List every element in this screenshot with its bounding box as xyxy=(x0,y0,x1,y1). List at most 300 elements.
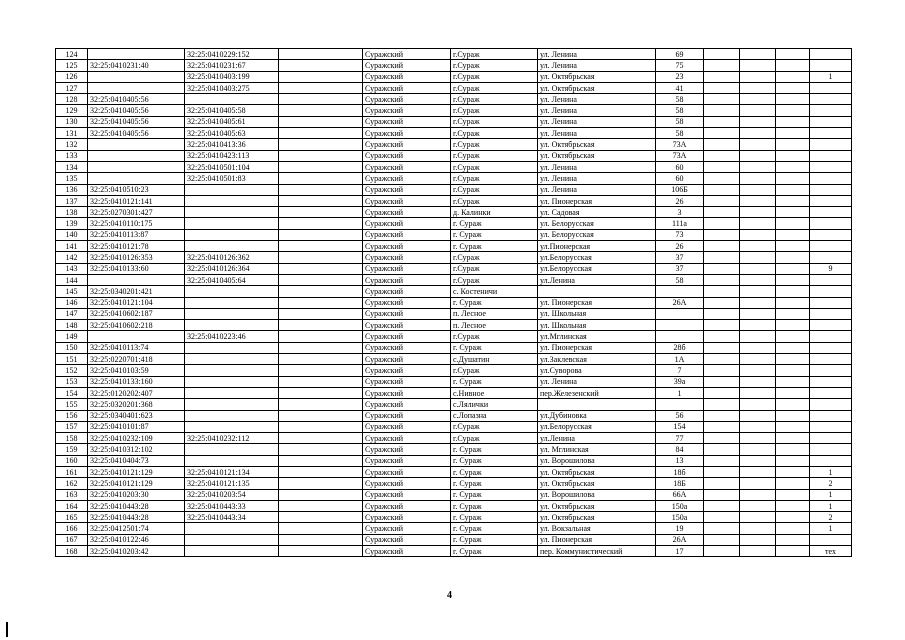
cell-c xyxy=(776,60,810,71)
cadastral-number-building xyxy=(185,297,279,308)
cell-a xyxy=(704,252,740,263)
table-row xyxy=(56,139,852,150)
house-number: 150а xyxy=(656,512,704,523)
house-number xyxy=(656,308,704,319)
cell-b xyxy=(740,263,776,274)
table-row xyxy=(56,410,852,421)
cell-count: 1 xyxy=(810,500,852,511)
cadastral-number-building xyxy=(185,376,279,387)
cell-empty xyxy=(279,387,363,398)
cell-a xyxy=(704,71,740,82)
cadastral-number-building: 32:25:0410405:64 xyxy=(185,274,279,285)
row-number: 135 xyxy=(56,173,88,184)
cadastral-number-building xyxy=(185,444,279,455)
street: ул.Белорусская xyxy=(538,421,656,432)
cell-a xyxy=(704,433,740,444)
cadastral-number-parcel: 32:25:0270301:427 xyxy=(88,207,185,218)
row-number: 134 xyxy=(56,161,88,172)
cadastral-number-parcel: 32:25:0412501:74 xyxy=(88,523,185,534)
district: Суражский xyxy=(363,489,451,500)
cell-empty xyxy=(279,308,363,319)
house-number: 1 xyxy=(656,387,704,398)
table-row xyxy=(56,387,852,398)
row-number: 156 xyxy=(56,410,88,421)
cadastral-number-parcel: 32:25:0410405:56 xyxy=(88,128,185,139)
cell-b xyxy=(740,387,776,398)
cell-empty xyxy=(279,455,363,466)
table-row xyxy=(56,263,852,274)
cadastral-number-parcel: 32:25:0410121:129 xyxy=(88,466,185,477)
cell-empty xyxy=(279,354,363,365)
cell-a xyxy=(704,116,740,127)
cell-empty xyxy=(279,139,363,150)
table-row xyxy=(56,308,852,319)
street: ул.Ленина xyxy=(538,433,656,444)
district: Суражский xyxy=(363,274,451,285)
cell-a xyxy=(704,478,740,489)
cell-c xyxy=(776,116,810,127)
district: Суражский xyxy=(363,60,451,71)
cell-empty xyxy=(279,207,363,218)
cell-c xyxy=(776,512,810,523)
cell-count xyxy=(810,342,852,353)
house-number: 18Б xyxy=(656,478,704,489)
house-number: 73А xyxy=(656,150,704,161)
cell-b xyxy=(740,161,776,172)
cell-count xyxy=(810,376,852,387)
table-row xyxy=(56,512,852,523)
house-number: 73А xyxy=(656,139,704,150)
cadastral-number-building: 32:25:0410413:36 xyxy=(185,139,279,150)
cell-count xyxy=(810,365,852,376)
table-row xyxy=(56,466,852,477)
cell-c xyxy=(776,150,810,161)
cadastral-number-parcel: 32:25:0410126:353 xyxy=(88,252,185,263)
cell-a xyxy=(704,331,740,342)
cell-c xyxy=(776,365,810,376)
house-number: 69 xyxy=(656,49,704,60)
street: ул. Белорусская xyxy=(538,229,656,240)
cell-count xyxy=(810,49,852,60)
cell-c xyxy=(776,478,810,489)
house-number: 13 xyxy=(656,455,704,466)
district: Суражский xyxy=(363,105,451,116)
cell-count xyxy=(810,161,852,172)
cell-a xyxy=(704,342,740,353)
table-row xyxy=(56,173,852,184)
cell-empty xyxy=(279,105,363,116)
settlement: д. Калинки xyxy=(451,207,538,218)
row-number: 161 xyxy=(56,466,88,477)
cadastral-number-building: 32:25:0410403:199 xyxy=(185,71,279,82)
cell-count: тех xyxy=(810,546,852,557)
cell-c xyxy=(776,410,810,421)
district: Суражский xyxy=(363,297,451,308)
settlement: с. Костеничи xyxy=(451,286,538,297)
street: ул. Ленина xyxy=(538,116,656,127)
row-number: 163 xyxy=(56,489,88,500)
street: ул. Ленина xyxy=(538,94,656,105)
district: Суражский xyxy=(363,161,451,172)
district: Суражский xyxy=(363,308,451,319)
street: ул. Вокзальная xyxy=(538,523,656,534)
cell-count: 1 xyxy=(810,523,852,534)
settlement: г.Сураж xyxy=(451,105,538,116)
row-number: 165 xyxy=(56,512,88,523)
cell-a xyxy=(704,139,740,150)
settlement: г. Сураж xyxy=(451,229,538,240)
cadastral-number-parcel xyxy=(88,150,185,161)
settlement: с.Лопазна xyxy=(451,410,538,421)
cell-b xyxy=(740,116,776,127)
table-row xyxy=(56,184,852,195)
cell-c xyxy=(776,489,810,500)
house-number: 58 xyxy=(656,105,704,116)
cadastral-number-building xyxy=(185,320,279,331)
settlement: г.Сураж xyxy=(451,71,538,82)
cadastral-number-parcel: 32:25:0410110:175 xyxy=(88,218,185,229)
cell-b xyxy=(740,241,776,252)
cell-count xyxy=(810,128,852,139)
table-row xyxy=(56,500,852,511)
cell-empty xyxy=(279,399,363,410)
cadastral-number-parcel xyxy=(88,82,185,93)
cell-count xyxy=(810,139,852,150)
cell-a xyxy=(704,512,740,523)
cadastral-number-building: 32:25:0410121:134 xyxy=(185,466,279,477)
street: ул. Ворошилова xyxy=(538,489,656,500)
street: ул. Пионерская xyxy=(538,534,656,545)
cadastral-number-parcel: 32:25:0410602:187 xyxy=(88,308,185,319)
cell-a xyxy=(704,444,740,455)
cell-count: 1 xyxy=(810,466,852,477)
cadastral-number-parcel: 32:25:0410113:74 xyxy=(88,342,185,353)
district: Суражский xyxy=(363,252,451,263)
cell-empty xyxy=(279,376,363,387)
cadastral-number-building xyxy=(185,94,279,105)
cell-b xyxy=(740,365,776,376)
street: ул. Ленина xyxy=(538,161,656,172)
row-number: 145 xyxy=(56,286,88,297)
cadastral-number-parcel: 32:25:0410231:40 xyxy=(88,60,185,71)
district: Суражский xyxy=(363,466,451,477)
cell-a xyxy=(704,297,740,308)
cell-c xyxy=(776,49,810,60)
cell-c xyxy=(776,466,810,477)
street: ул. Октябрьская xyxy=(538,71,656,82)
row-number: 154 xyxy=(56,387,88,398)
cadastral-number-building xyxy=(185,308,279,319)
row-number: 124 xyxy=(56,49,88,60)
row-number: 131 xyxy=(56,128,88,139)
settlement: г.Сураж xyxy=(451,184,538,195)
cell-empty xyxy=(279,173,363,184)
street: ул. Ленина xyxy=(538,49,656,60)
district: Суражский xyxy=(363,546,451,557)
cell-empty xyxy=(279,320,363,331)
row-number: 137 xyxy=(56,195,88,206)
cell-empty xyxy=(279,218,363,229)
cell-c xyxy=(776,241,810,252)
row-number: 142 xyxy=(56,252,88,263)
street: ул.Дубиновка xyxy=(538,410,656,421)
house-number: 150а xyxy=(656,500,704,511)
street: ул. Октябрьская xyxy=(538,500,656,511)
settlement: п. Лесное xyxy=(451,320,538,331)
street: пер.Железенский xyxy=(538,387,656,398)
cadastral-number-building: 32:25:0410126:362 xyxy=(185,252,279,263)
cell-empty xyxy=(279,241,363,252)
cell-count xyxy=(810,241,852,252)
district: Суражский xyxy=(363,376,451,387)
cell-empty xyxy=(279,523,363,534)
settlement: г. Сураж xyxy=(451,342,538,353)
street: ул.Мглинская xyxy=(538,331,656,342)
cell-c xyxy=(776,173,810,184)
cell-c xyxy=(776,184,810,195)
street: ул. Пионерская xyxy=(538,297,656,308)
district: Суражский xyxy=(363,207,451,218)
cadastral-number-building xyxy=(185,342,279,353)
cadastral-number-parcel: 32:25:0410103:59 xyxy=(88,365,185,376)
cell-b xyxy=(740,320,776,331)
district: Суражский xyxy=(363,444,451,455)
cell-count xyxy=(810,173,852,184)
table-row xyxy=(56,433,852,444)
row-number: 129 xyxy=(56,105,88,116)
cell-b xyxy=(740,71,776,82)
table-row xyxy=(56,444,852,455)
house-number: 17 xyxy=(656,546,704,557)
table-row xyxy=(56,71,852,82)
table-row xyxy=(56,376,852,387)
cadastral-number-building: 32:25:0410423:113 xyxy=(185,150,279,161)
table-row xyxy=(56,60,852,71)
district: Суражский xyxy=(363,263,451,274)
settlement: с.Душатин xyxy=(451,354,538,365)
table-row xyxy=(56,94,852,105)
settlement: г.Сураж xyxy=(451,128,538,139)
cadastral-number-parcel: 32:25:0410121:104 xyxy=(88,297,185,308)
cell-count xyxy=(810,410,852,421)
district: Суражский xyxy=(363,82,451,93)
cell-c xyxy=(776,94,810,105)
row-number: 146 xyxy=(56,297,88,308)
cell-a xyxy=(704,365,740,376)
house-number: 7 xyxy=(656,365,704,376)
house-number: 154 xyxy=(656,421,704,432)
table-row xyxy=(56,297,852,308)
district: Суражский xyxy=(363,433,451,444)
cell-empty xyxy=(279,433,363,444)
house-number: 106Б xyxy=(656,184,704,195)
cell-a xyxy=(704,387,740,398)
cell-b xyxy=(740,444,776,455)
house-number: 26 xyxy=(656,195,704,206)
cell-c xyxy=(776,500,810,511)
cell-empty xyxy=(279,410,363,421)
cell-a xyxy=(704,94,740,105)
cell-a xyxy=(704,195,740,206)
cell-b xyxy=(740,94,776,105)
cell-b xyxy=(740,546,776,557)
cell-a xyxy=(704,320,740,331)
settlement: г. Сураж xyxy=(451,444,538,455)
cell-b xyxy=(740,354,776,365)
cell-b xyxy=(740,466,776,477)
cell-b xyxy=(740,534,776,545)
cell-empty xyxy=(279,444,363,455)
row-number: 133 xyxy=(56,150,88,161)
cell-b xyxy=(740,512,776,523)
house-number: 111а xyxy=(656,218,704,229)
district: Суражский xyxy=(363,150,451,161)
row-number: 139 xyxy=(56,218,88,229)
house-number: 28б xyxy=(656,342,704,353)
district: Суражский xyxy=(363,500,451,511)
cell-b xyxy=(740,421,776,432)
cell-empty xyxy=(279,286,363,297)
cell-a xyxy=(704,421,740,432)
cell-c xyxy=(776,444,810,455)
cell-c xyxy=(776,71,810,82)
house-number: 18б xyxy=(656,466,704,477)
settlement: г.Сураж xyxy=(451,139,538,150)
district: Суражский xyxy=(363,342,451,353)
cell-empty xyxy=(279,512,363,523)
cell-a xyxy=(704,466,740,477)
cadastral-number-building xyxy=(185,455,279,466)
settlement: г. Сураж xyxy=(451,489,538,500)
cadastral-number-parcel: 32:25:0410405:56 xyxy=(88,116,185,127)
house-number: 26А xyxy=(656,534,704,545)
table-row xyxy=(56,229,852,240)
settlement: г.Сураж xyxy=(451,161,538,172)
cell-empty xyxy=(279,195,363,206)
table-row xyxy=(56,399,852,410)
cell-b xyxy=(740,252,776,263)
cell-b xyxy=(740,376,776,387)
table-row xyxy=(56,455,852,466)
settlement: г. Сураж xyxy=(451,376,538,387)
cadastral-number-parcel: 32:25:0410443:28 xyxy=(88,500,185,511)
cell-empty xyxy=(279,421,363,432)
cell-count xyxy=(810,82,852,93)
cell-empty xyxy=(279,82,363,93)
settlement: г. Сураж xyxy=(451,523,538,534)
cell-b xyxy=(740,173,776,184)
cell-b xyxy=(740,286,776,297)
house-number: 58 xyxy=(656,128,704,139)
house-number xyxy=(656,320,704,331)
cell-a xyxy=(704,523,740,534)
cell-c xyxy=(776,297,810,308)
cell-count xyxy=(810,252,852,263)
registry-table xyxy=(55,48,852,557)
row-number: 127 xyxy=(56,82,88,93)
house-number: 58 xyxy=(656,116,704,127)
cadastral-number-parcel: 32:25:0120202:407 xyxy=(88,387,185,398)
cell-count xyxy=(810,387,852,398)
house-number: 37 xyxy=(656,263,704,274)
cell-empty xyxy=(279,365,363,376)
table-row xyxy=(56,489,852,500)
cell-empty xyxy=(279,94,363,105)
cell-count xyxy=(810,195,852,206)
cell-empty xyxy=(279,342,363,353)
cell-a xyxy=(704,546,740,557)
settlement: г. Сураж xyxy=(451,218,538,229)
cell-b xyxy=(740,455,776,466)
street: ул. Октябрьская xyxy=(538,478,656,489)
cell-c xyxy=(776,376,810,387)
row-number: 157 xyxy=(56,421,88,432)
table-row xyxy=(56,320,852,331)
cadastral-number-building xyxy=(185,421,279,432)
cadastral-number-parcel: 32:25:0410133:160 xyxy=(88,376,185,387)
cadastral-number-building xyxy=(185,195,279,206)
district: Суражский xyxy=(363,455,451,466)
cadastral-number-parcel: 32:25:0410121:78 xyxy=(88,241,185,252)
cell-b xyxy=(740,128,776,139)
district: Суражский xyxy=(363,421,451,432)
cell-a xyxy=(704,128,740,139)
cadastral-number-parcel: 32:25:0410121:129 xyxy=(88,478,185,489)
street: ул. Пионерская xyxy=(538,342,656,353)
table-row xyxy=(56,105,852,116)
cadastral-number-building xyxy=(185,218,279,229)
cadastral-number-building: 32:25:0410203:54 xyxy=(185,489,279,500)
cadastral-number-building xyxy=(185,410,279,421)
district: Суражский xyxy=(363,354,451,365)
cell-b xyxy=(740,489,776,500)
row-number: 167 xyxy=(56,534,88,545)
street: ул. Ленина xyxy=(538,105,656,116)
cell-b xyxy=(740,410,776,421)
table-row xyxy=(56,478,852,489)
street: ул.Ленина xyxy=(538,274,656,285)
settlement: с.Лялички xyxy=(451,399,538,410)
cell-c xyxy=(776,387,810,398)
cell-count xyxy=(810,229,852,240)
settlement: г. Сураж xyxy=(451,478,538,489)
cell-b xyxy=(740,218,776,229)
cell-a xyxy=(704,489,740,500)
district: Суражский xyxy=(363,410,451,421)
settlement: г.Сураж xyxy=(451,433,538,444)
cell-b xyxy=(740,49,776,60)
row-number: 151 xyxy=(56,354,88,365)
street: ул. Садовая xyxy=(538,207,656,218)
cell-count xyxy=(810,60,852,71)
cell-a xyxy=(704,49,740,60)
house-number: 60 xyxy=(656,173,704,184)
cadastral-number-parcel: 32:25:0320201:368 xyxy=(88,399,185,410)
district: Суражский xyxy=(363,320,451,331)
table-row xyxy=(56,161,852,172)
street: ул. Белорусская xyxy=(538,218,656,229)
cell-count xyxy=(810,274,852,285)
house-number: 26 xyxy=(656,241,704,252)
cell-c xyxy=(776,252,810,263)
settlement: с.Нивное xyxy=(451,387,538,398)
row-number: 128 xyxy=(56,94,88,105)
district: Суражский xyxy=(363,184,451,195)
cell-c xyxy=(776,523,810,534)
house-number: 23 xyxy=(656,71,704,82)
table-row xyxy=(56,274,852,285)
district: Суражский xyxy=(363,331,451,342)
